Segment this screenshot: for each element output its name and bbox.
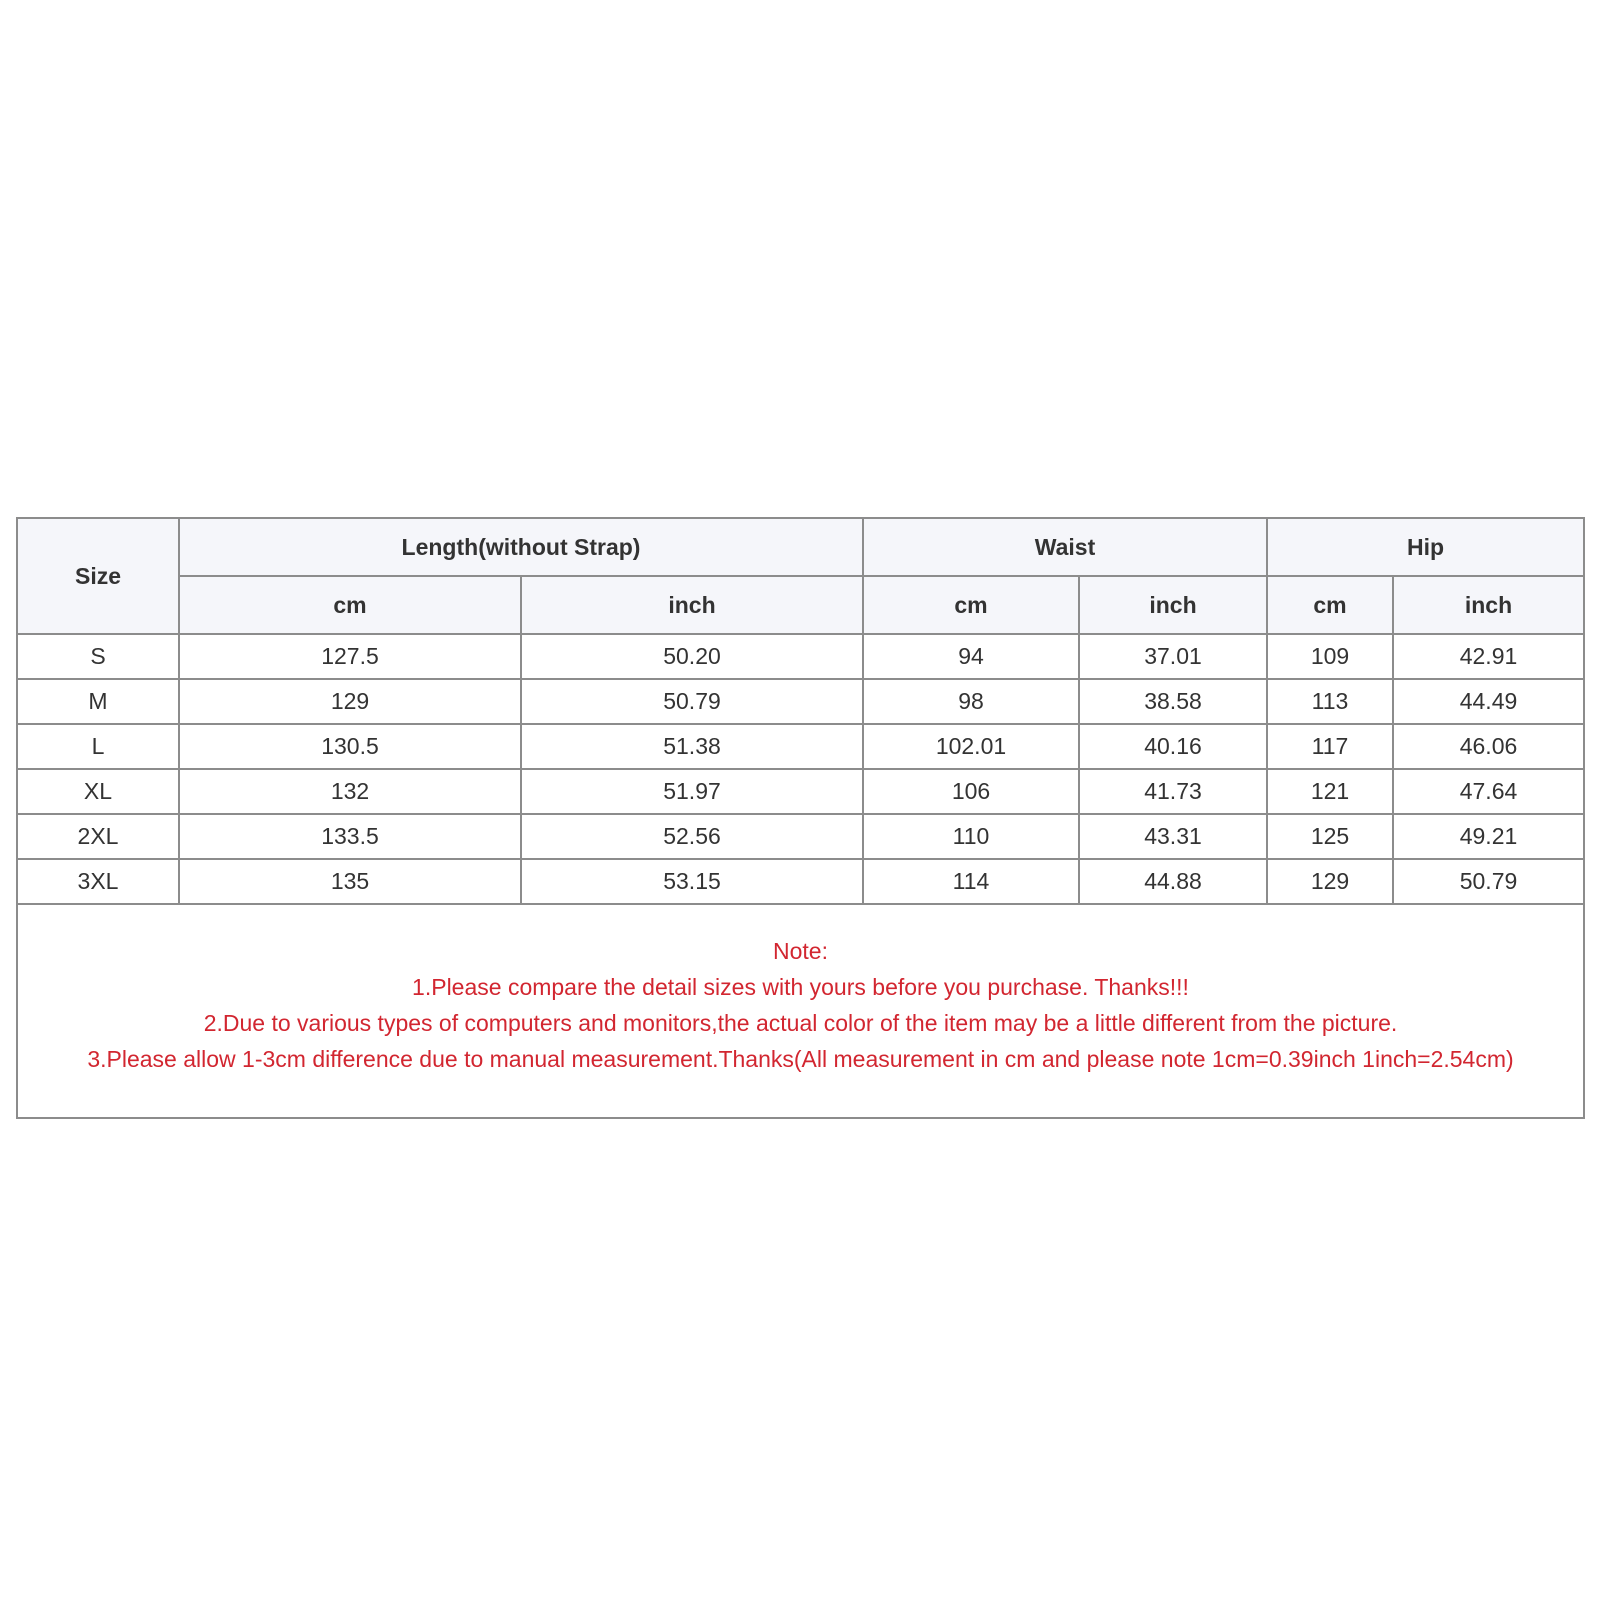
waist-cm-cell: 94 [863, 634, 1079, 679]
waist-inch-cell: 41.73 [1079, 769, 1267, 814]
length-inch-cell: 52.56 [521, 814, 863, 859]
unit-header-row [17, 576, 1584, 634]
table-row [17, 679, 1584, 724]
hip-header: Hip [1267, 518, 1584, 576]
hip-inch-cell: 49.21 [1393, 814, 1584, 859]
size-cell: S [17, 634, 179, 679]
length-cm-cell: 130.5 [179, 724, 521, 769]
waist-cm-cell: 110 [863, 814, 1079, 859]
length-cm-cell: 132 [179, 769, 521, 814]
hip-inch-cell: 44.49 [1393, 679, 1584, 724]
length-cm-cell: 135 [179, 859, 521, 904]
table-row [17, 814, 1584, 859]
length-inch-header: inch [521, 576, 863, 634]
notes-row [17, 904, 1584, 1118]
size-header: Size [17, 518, 179, 634]
size-cell: 3XL [17, 859, 179, 904]
length-header: Length(without Strap) [179, 518, 863, 576]
hip-cm-cell: 109 [1267, 634, 1393, 679]
hip-inch-cell: 47.64 [1393, 769, 1584, 814]
waist-cm-cell: 106 [863, 769, 1079, 814]
waist-inch-cell: 44.88 [1079, 859, 1267, 904]
note-line-2: 2.Due to various types of computers and monitors,the actual color of the item may be a little different from the picture. [203, 1010, 1398, 1036]
hip-inch-cell: 50.79 [1393, 859, 1584, 904]
length-cm-cell: 133.5 [179, 814, 521, 859]
waist-inch-cell: 40.16 [1079, 724, 1267, 769]
hip-cm-cell: 129 [1267, 859, 1393, 904]
size-chart-table [16, 517, 1585, 1119]
size-cell: 2XL [17, 814, 179, 859]
table-row [17, 724, 1584, 769]
length-cm-header: cm [179, 576, 521, 634]
hip-cm-cell: 125 [1267, 814, 1393, 859]
length-inch-cell: 53.15 [521, 859, 863, 904]
size-cell: XL [17, 769, 179, 814]
length-inch-cell: 51.97 [521, 769, 863, 814]
hip-cm-cell: 113 [1267, 679, 1393, 724]
hip-inch-header: inch [1393, 576, 1584, 634]
waist-cm-cell: 102.01 [863, 724, 1079, 769]
waist-inch-cell: 37.01 [1079, 634, 1267, 679]
waist-header: Waist [863, 518, 1267, 576]
table-row [17, 634, 1584, 679]
group-header-row [17, 518, 1584, 576]
table-row [17, 769, 1584, 814]
waist-inch-header: inch [1079, 576, 1267, 634]
hip-inch-cell: 46.06 [1393, 724, 1584, 769]
notes-section [17, 904, 1584, 1118]
length-cm-cell: 127.5 [179, 634, 521, 679]
length-inch-cell: 51.38 [521, 724, 863, 769]
length-cm-cell: 129 [179, 679, 521, 724]
hip-cm-cell: 121 [1267, 769, 1393, 814]
size-cell: L [17, 724, 179, 769]
hip-cm-header: cm [1267, 576, 1393, 634]
waist-inch-cell: 43.31 [1079, 814, 1267, 859]
waist-cm-cell: 114 [863, 859, 1079, 904]
length-inch-cell: 50.79 [521, 679, 863, 724]
hip-inch-cell: 42.91 [1393, 634, 1584, 679]
waist-inch-cell: 38.58 [1079, 679, 1267, 724]
note-heading: Note: [773, 938, 828, 964]
note-line-3: 3.Please allow 1-3cm difference due to manual measurement.Thanks(All measurement in cm and please note 1cm=0.39inch 1inch=2.54cm) [87, 1046, 1514, 1072]
waist-cm-header: cm [863, 576, 1079, 634]
waist-cm-cell: 98 [863, 679, 1079, 724]
length-inch-cell: 50.20 [521, 634, 863, 679]
note-line-1: 1.Please compare the detail sizes with yours before you purchase. Thanks!!! [412, 974, 1189, 1000]
table-row [17, 859, 1584, 904]
hip-cm-cell: 117 [1267, 724, 1393, 769]
size-cell: M [17, 679, 179, 724]
